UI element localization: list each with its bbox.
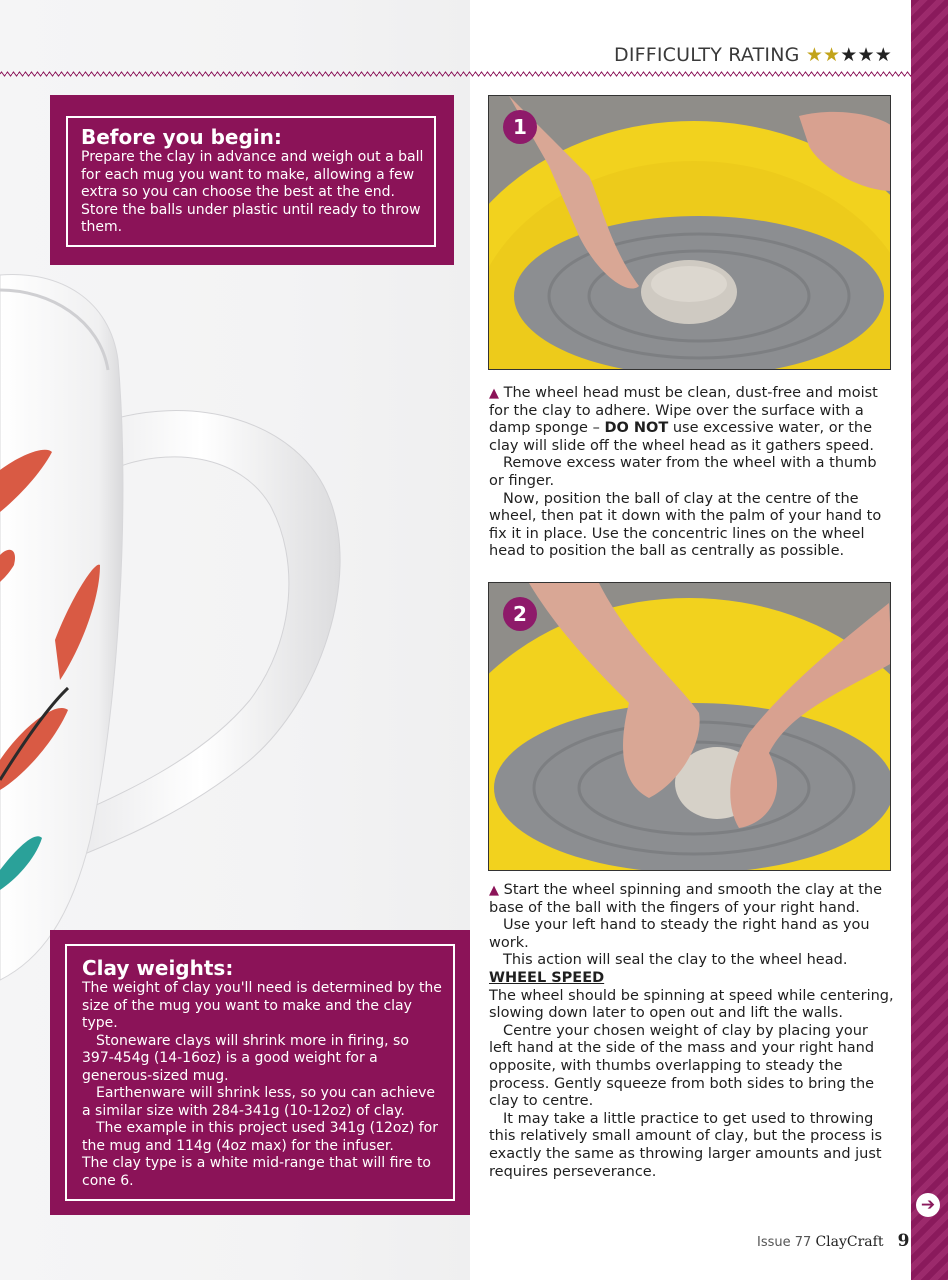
step-1-para-start: The wheel head must be clean, dust-free and moist for the clay to adhere. Wipe over the surface with a damp sponge – [489,385,878,437]
clay-box-para: Stoneware clays will shrink more in firing, so 397-454g (14-16oz) is a good weight for a generous-sized mug. [82,1032,409,1084]
wheel-speed-heading: WHEEL SPEED [489,969,605,986]
step-1-para: Remove excess water from the wheel with a thumb or finger. [489,455,877,489]
step-1-para-end: use excessive water, or the clay will slide off the wheel head as it gathers speed. [489,420,874,454]
step-1-text [489,385,894,561]
star-rating-empty-icon: ★★★ [840,44,892,66]
step-2-para: Centre your chosen weight of clay by placing your left hand at the side of the mass and your right hand opposite, with thumbs overlapping to steady the process. Gently squeeze from both sides to bring the clay to centre. [489,1022,875,1110]
step-1-badge: 1 [503,110,537,144]
step-1-warning: DO NOT [604,420,669,437]
difficulty-rating-label: DIFFICULTY RATING [613,44,800,66]
before-box-title: Before you begin: [81,125,282,149]
clay-box-title: Clay weights: [82,956,234,980]
clay-box-para: Earthenware will shrink less, so you can achieve a similar size with 284-341g (10-12oz) of clay. [82,1085,436,1119]
step-1-photo [488,95,891,370]
issue-number: Issue 77 [757,1235,812,1250]
next-page-icon[interactable]: ➔ [916,1193,940,1217]
header-divider [0,70,911,78]
potters-wheel-image [489,96,891,370]
step-2-para: It may take a little practice to get used to throwing this relatively small amount of clay, but the process is exactly the same as throwing larger amounts and just requires perseverance. [489,1110,883,1180]
clay-box-para: The example in this project used 341g (12oz) for the mug and 114g (4oz max) for the infuser. [82,1120,438,1154]
magazine-brand: ClayCraft [815,1234,884,1250]
step-2-para: The wheel should be spinning at speed while centering, slowing down later to open out and lift the walls. [489,987,894,1022]
before-box-body: Prepare the clay in advance and weigh out a ball for each mug you want to make, allowing a few extra so you can choose the best at the end. Store the balls under plastic until ready to throw them. [81,149,424,235]
page-number: 9 [897,1231,910,1251]
step-1-para: Now, position the ball of clay at the centre of the wheel, then pat it down with the palm of your hand to fix it in place. Use the concentric lines on the wheel head to position the ball as centrally as possible. [489,490,882,560]
page-footer [757,1231,909,1251]
star-rating-filled-icon: ★★ [805,44,841,66]
hands-centering-clay-image [489,583,891,871]
before-you-begin-box [50,95,454,265]
clay-weights-box [50,930,470,1215]
step-2-badge: 2 [503,597,537,631]
page-edge-stripe [911,0,948,1280]
step-2-para: Use your left hand to steady the right hand as you work. [489,917,870,951]
clay-box-para: The weight of clay you'll need is determined by the size of the mug you want to make and the clay type. [82,980,442,1031]
step-2-photo [488,582,891,871]
triangle-bullet-icon: ▲ [489,883,499,898]
step-2-para: Start the wheel spinning and smooth the clay at the base of the ball with the fingers of your right hand. [489,882,883,916]
clay-box-para: The clay type is a white mid-range that will fire to cone 6. [82,1155,432,1189]
step-2-text [489,882,894,1181]
difficulty-rating [614,44,892,66]
step-2-para: This action will seal the clay to the wheel head. [503,952,848,969]
triangle-bullet-icon: ▲ [489,386,499,401]
